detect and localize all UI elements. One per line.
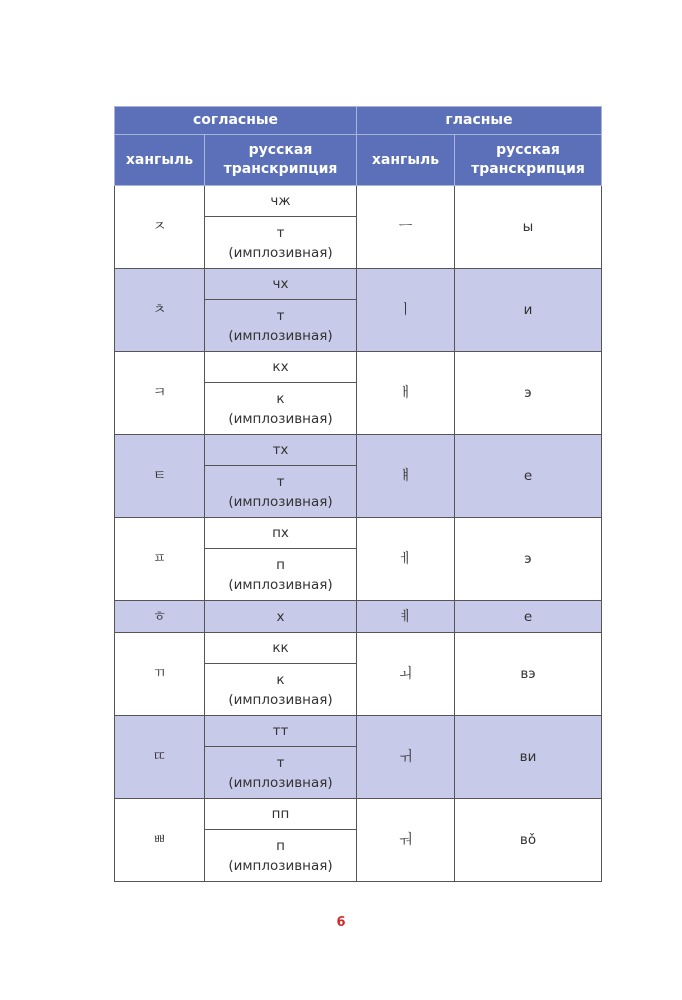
vowel-cell: ㅔ	[357, 518, 455, 601]
vowel-transcription-cell: ы	[455, 186, 602, 269]
transcription-cell: тх	[205, 435, 357, 466]
table-row	[115, 352, 602, 383]
transcription-cell: п (имплозивная)	[205, 830, 357, 882]
page-number: 6	[336, 915, 346, 930]
vowel-transcription-cell: ви	[455, 716, 602, 799]
consonant-cell: ㄲ	[115, 633, 205, 716]
transcription-cell: кк	[205, 633, 357, 664]
vowel-cell: ㅟ	[357, 716, 455, 799]
vowel-cell: ㅝ	[357, 799, 455, 882]
vowel-transcription-cell: вэ	[455, 633, 602, 716]
consonants-group-header: согласные	[115, 107, 357, 135]
transcription-cell: к (имплозивная)	[205, 664, 357, 716]
vowel-transcription-cell: е	[455, 435, 602, 518]
table-row	[115, 186, 602, 217]
vowel-transcription-cell: э	[455, 518, 602, 601]
vowel-cell: ㅖ	[357, 601, 455, 633]
vowel-transcription-cell: вǒ	[455, 799, 602, 882]
consonant-cell: ㅍ	[115, 518, 205, 601]
transcription-cell: кх	[205, 352, 357, 383]
table-row	[115, 518, 602, 549]
transcription-cell: чж	[205, 186, 357, 217]
vowel-hangul-header: хангыль	[357, 135, 455, 186]
table-row	[115, 269, 602, 300]
vowel-transcription-cell: и	[455, 269, 602, 352]
transcription-cell: пх	[205, 518, 357, 549]
hangul-transcription-table	[114, 106, 602, 882]
consonant-cell: ㅃ	[115, 799, 205, 882]
table-row	[115, 716, 602, 747]
transcription-cell: т (имплозивная)	[205, 747, 357, 799]
consonant-cell: ㅈ	[115, 186, 205, 269]
transcription-cell: п (имплозивная)	[205, 549, 357, 601]
transcription-cell: к (имплозивная)	[205, 383, 357, 435]
vowel-transcription-header: русская транскрипция	[455, 135, 602, 186]
consonant-cell: ㄸ	[115, 716, 205, 799]
vowel-cell: ㅐ	[357, 352, 455, 435]
transcription-cell: пп	[205, 799, 357, 830]
vowel-cell: ㅡ	[357, 186, 455, 269]
vowel-cell: ㅣ	[357, 269, 455, 352]
table-row	[115, 633, 602, 664]
consonant-cell: ㅊ	[115, 269, 205, 352]
vowel-cell: ㅒ	[357, 435, 455, 518]
transcription-cell: х	[205, 601, 357, 633]
table-row	[115, 435, 602, 466]
transcription-cell: т (имплозивная)	[205, 466, 357, 518]
transcription-cell: тт	[205, 716, 357, 747]
consonant-cell: ㅌ	[115, 435, 205, 518]
hangul-transcription-table-wrapper	[114, 106, 601, 882]
table-row	[115, 601, 602, 633]
transcription-cell: т (имплозивная)	[205, 300, 357, 352]
transcription-cell: т (имплозивная)	[205, 217, 357, 269]
vowel-transcription-cell: э	[455, 352, 602, 435]
vowels-group-header: гласные	[357, 107, 602, 135]
vowel-transcription-cell: е	[455, 601, 602, 633]
consonant-cell: ㅋ	[115, 352, 205, 435]
vowel-cell: ㅚ	[357, 633, 455, 716]
transcription-cell: чх	[205, 269, 357, 300]
consonant-cell: ㅎ	[115, 601, 205, 633]
consonant-hangul-header: хангыль	[115, 135, 205, 186]
table-row	[115, 799, 602, 830]
consonant-transcription-header: русская транскрипция	[205, 135, 357, 186]
